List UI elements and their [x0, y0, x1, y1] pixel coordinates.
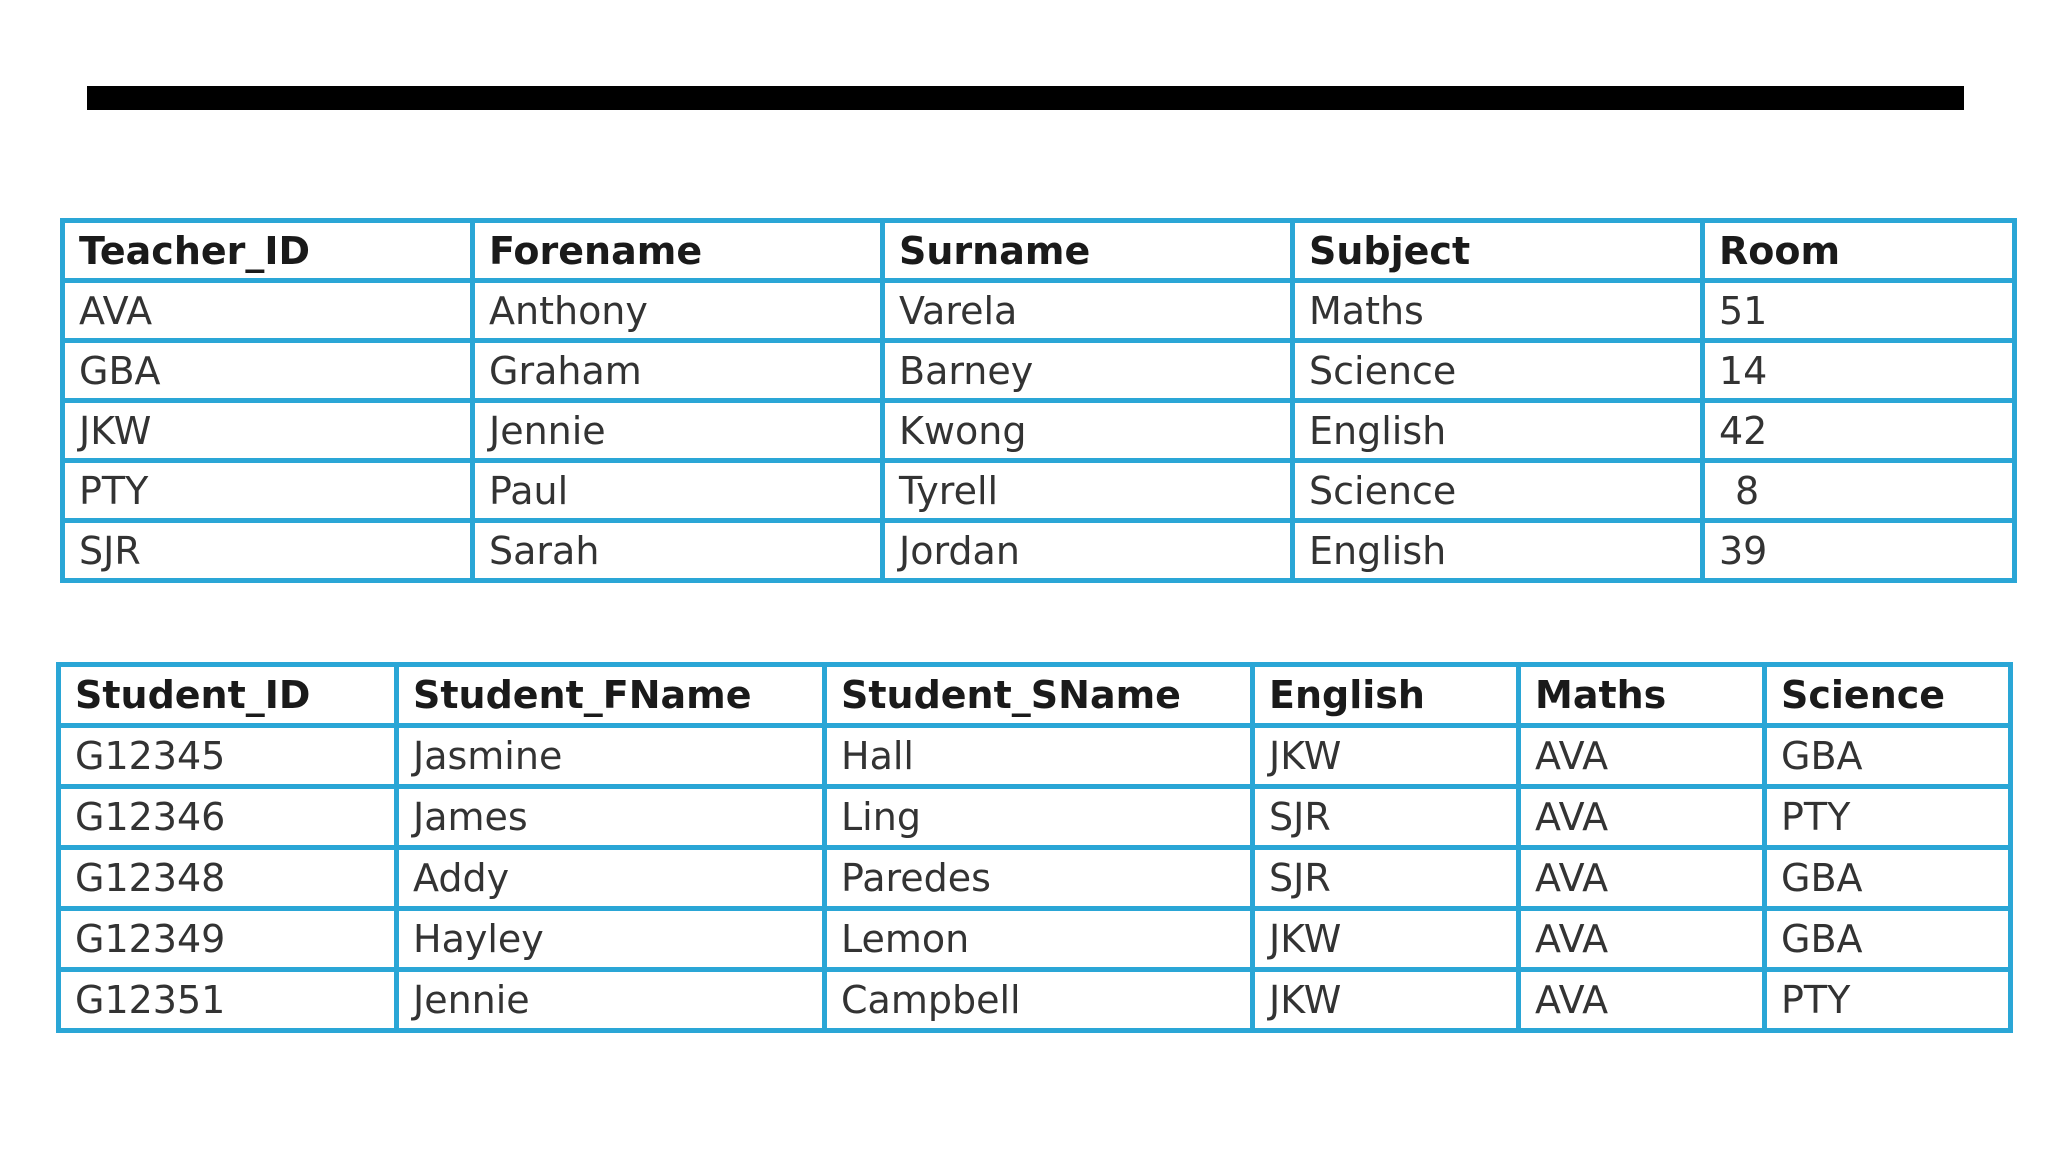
table-cell: JKW: [1253, 726, 1519, 787]
table-cell: SJR: [1253, 787, 1519, 848]
column-header-forename: Forename: [473, 221, 883, 281]
table-cell: JKW: [63, 401, 473, 461]
table-cell: Jordan: [883, 521, 1293, 581]
table-cell: GBA: [1765, 909, 2011, 970]
table-cell: SJR: [63, 521, 473, 581]
table-cell: G12351: [59, 970, 397, 1031]
table-cell: Paredes: [825, 848, 1253, 909]
table-cell: JKW: [1253, 970, 1519, 1031]
column-header-science: Science: [1765, 665, 2011, 726]
top-black-bar: [87, 86, 1964, 110]
table-cell: G12345: [59, 726, 397, 787]
table-cell: Addy: [397, 848, 825, 909]
table-cell: GBA: [1765, 848, 2011, 909]
table-cell: James: [397, 787, 825, 848]
table-row: [59, 970, 2011, 1031]
table-row: [59, 909, 2011, 970]
table-row: [63, 281, 2015, 341]
table-cell: SJR: [1253, 848, 1519, 909]
table-row: [63, 461, 2015, 521]
table-cell: Lemon: [825, 909, 1253, 970]
table-cell: PTY: [1765, 787, 2011, 848]
table-row: [63, 341, 2015, 401]
table-cell: 8: [1703, 461, 2015, 521]
teacher-table: [60, 218, 2017, 583]
table-row: [63, 401, 2015, 461]
table-cell: Graham: [473, 341, 883, 401]
column-header-student-id: Student_ID: [59, 665, 397, 726]
table-header-row: [59, 665, 2011, 726]
table-cell: Kwong: [883, 401, 1293, 461]
column-header-subject: Subject: [1293, 221, 1703, 281]
table-cell: English: [1293, 521, 1703, 581]
table-cell: AVA: [1519, 848, 1765, 909]
table-cell: Sarah: [473, 521, 883, 581]
table-cell: Jasmine: [397, 726, 825, 787]
table-row: [59, 787, 2011, 848]
column-header-student-fname: Student_FName: [397, 665, 825, 726]
table-cell: G12348: [59, 848, 397, 909]
table-cell: 42: [1703, 401, 2015, 461]
table-cell: JKW: [1253, 909, 1519, 970]
table-cell: 51: [1703, 281, 2015, 341]
table-cell: G12349: [59, 909, 397, 970]
table-row: [63, 521, 2015, 581]
student-table: [56, 662, 2013, 1033]
table-cell: Hall: [825, 726, 1253, 787]
table-cell: Science: [1293, 341, 1703, 401]
table-cell: PTY: [1765, 970, 2011, 1031]
table-cell: Tyrell: [883, 461, 1293, 521]
table-row: [59, 726, 2011, 787]
table-cell: AVA: [1519, 787, 1765, 848]
table-cell: Ling: [825, 787, 1253, 848]
table-cell: AVA: [1519, 909, 1765, 970]
column-header-student-sname: Student_SName: [825, 665, 1253, 726]
column-header-room: Room: [1703, 221, 2015, 281]
column-header-maths: Maths: [1519, 665, 1765, 726]
table-row: [59, 848, 2011, 909]
table-cell: Barney: [883, 341, 1293, 401]
table-cell: Campbell: [825, 970, 1253, 1031]
table-cell: Jennie: [473, 401, 883, 461]
table-cell: Maths: [1293, 281, 1703, 341]
table-cell: Jennie: [397, 970, 825, 1031]
column-header-teacher-id: Teacher_ID: [63, 221, 473, 281]
table-cell: 14: [1703, 341, 2015, 401]
table-cell: Anthony: [473, 281, 883, 341]
column-header-surname: Surname: [883, 221, 1293, 281]
table-cell: Science: [1293, 461, 1703, 521]
table-cell: GBA: [1765, 726, 2011, 787]
table-cell: GBA: [63, 341, 473, 401]
column-header-english: English: [1253, 665, 1519, 726]
table-cell: AVA: [1519, 726, 1765, 787]
table-cell: Varela: [883, 281, 1293, 341]
table-cell: Hayley: [397, 909, 825, 970]
table-cell: AVA: [63, 281, 473, 341]
table-cell: G12346: [59, 787, 397, 848]
table-header-row: [63, 221, 2015, 281]
table-cell: Paul: [473, 461, 883, 521]
table-cell: AVA: [1519, 970, 1765, 1031]
table-cell: 39: [1703, 521, 2015, 581]
table-cell: English: [1293, 401, 1703, 461]
table-cell: PTY: [63, 461, 473, 521]
